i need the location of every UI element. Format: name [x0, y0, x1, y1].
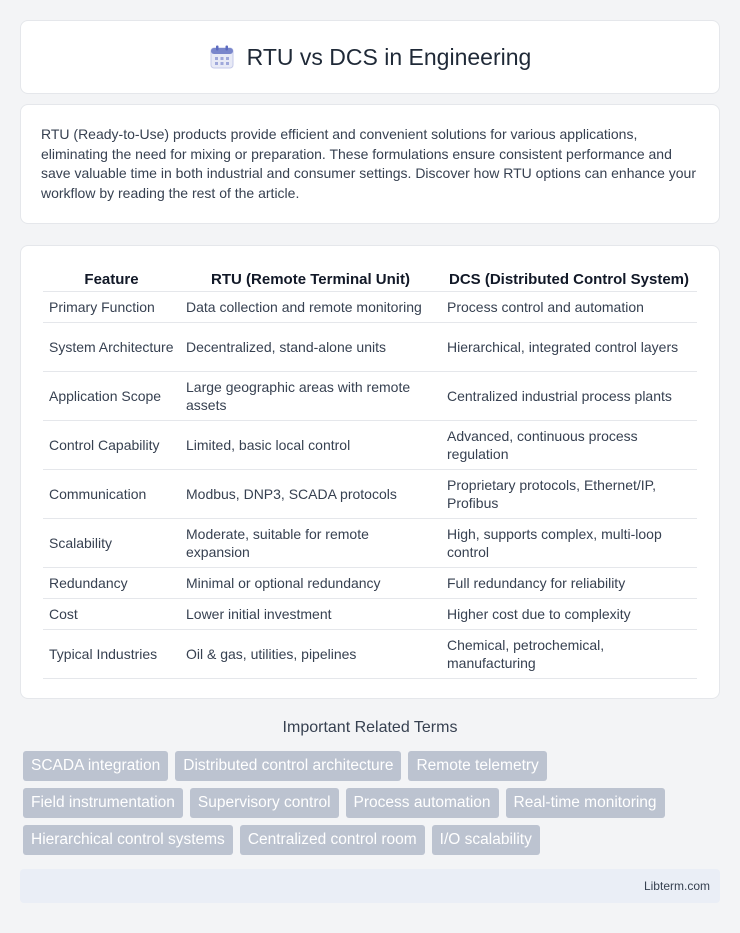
tag-io-scalability[interactable]: I/O scalability: [432, 825, 540, 855]
dcs-cell: Higher cost due to complexity: [441, 599, 697, 630]
table-row: [43, 323, 697, 372]
dcs-cell: Chemical, petrochemical, manufacturing: [441, 630, 697, 679]
rtu-cell: Lower initial investment: [180, 599, 441, 630]
rtu-cell: Data collection and remote monitoring: [180, 292, 441, 323]
comparison-table-card: [20, 245, 720, 699]
comparison-table: [43, 266, 697, 679]
table-row: [43, 630, 697, 679]
dcs-cell: Advanced, continuous process regulation: [441, 421, 697, 470]
intro-card: [20, 104, 720, 224]
tag-remote-telemetry[interactable]: Remote telemetry: [408, 751, 546, 781]
dcs-cell: Centralized industrial process plants: [441, 372, 697, 421]
table-row: [43, 372, 697, 421]
footer-site-link[interactable]: Libterm.com: [643, 879, 710, 893]
dcs-cell: Proprietary protocols, Ethernet/IP, Profibus: [441, 470, 697, 519]
tag-row: [23, 751, 723, 781]
related-terms: [23, 751, 723, 862]
dcs-cell: Full redundancy for reliability: [441, 568, 697, 599]
feature-cell: Communication: [43, 470, 180, 519]
intro-text: RTU (Ready-to-Use) products provide efficient and convenient solutions for various applications, eliminating the need for mixing or preparation. These formulations ensure consistent performance and save valuable time in both industrial and consumer settings. Discover how RTU options can enhance your workflow by reading the rest of the article.: [41, 126, 696, 201]
table-row: [43, 519, 697, 568]
calendar-icon: [209, 44, 235, 70]
title-card: [20, 20, 720, 94]
tag-row: [23, 788, 723, 818]
tag-hierarchical-control-systems[interactable]: Hierarchical control systems: [23, 825, 233, 855]
feature-cell: Control Capability: [43, 421, 180, 470]
rtu-cell: Limited, basic local control: [180, 421, 441, 470]
dcs-cell: High, supports complex, multi-loop control: [441, 519, 697, 568]
feature-cell: Redundancy: [43, 568, 180, 599]
rtu-cell: Large geographic areas with remote assets: [180, 372, 441, 421]
header-feature: Feature: [43, 266, 180, 292]
footer: [20, 869, 720, 903]
page-title: RTU vs DCS in Engineering: [246, 43, 532, 70]
rtu-cell: Minimal or optional redundancy: [180, 568, 441, 599]
tag-centralized-control-room[interactable]: Centralized control room: [240, 825, 425, 855]
feature-cell: Application Scope: [43, 372, 180, 421]
table-row: [43, 421, 697, 470]
dcs-cell: Hierarchical, integrated control layers: [441, 323, 697, 372]
related-terms-title: Important Related Terms: [282, 719, 458, 736]
tag-row: [23, 825, 723, 855]
rtu-cell: Oil & gas, utilities, pipelines: [180, 630, 441, 679]
rtu-cell: Decentralized, stand-alone units: [180, 323, 441, 372]
dcs-cell: Process control and automation: [441, 292, 697, 323]
feature-cell: Primary Function: [43, 292, 180, 323]
feature-cell: Typical Industries: [43, 630, 180, 679]
header-rtu: RTU (Remote Terminal Unit): [180, 266, 441, 292]
rtu-cell: Modbus, DNP3, SCADA protocols: [180, 470, 441, 519]
tag-supervisory-control[interactable]: Supervisory control: [190, 788, 339, 818]
feature-cell: System Architecture: [43, 323, 180, 372]
feature-cell: Cost: [43, 599, 180, 630]
table-row: [43, 470, 697, 519]
table-row: [43, 568, 697, 599]
tag-distributed-control-architecture[interactable]: Distributed control architecture: [175, 751, 401, 781]
tag-scada-integration[interactable]: SCADA integration: [23, 751, 168, 781]
tag-process-automation[interactable]: Process automation: [346, 788, 499, 818]
table-header-row: [43, 266, 697, 292]
table-row: [43, 292, 697, 323]
tag-field-instrumentation[interactable]: Field instrumentation: [23, 788, 183, 818]
header-dcs: DCS (Distributed Control System): [441, 266, 697, 292]
feature-cell: Scalability: [43, 519, 180, 568]
table-row: [43, 599, 697, 630]
rtu-cell: Moderate, suitable for remote expansion: [180, 519, 441, 568]
tag-real-time-monitoring[interactable]: Real-time monitoring: [506, 788, 665, 818]
